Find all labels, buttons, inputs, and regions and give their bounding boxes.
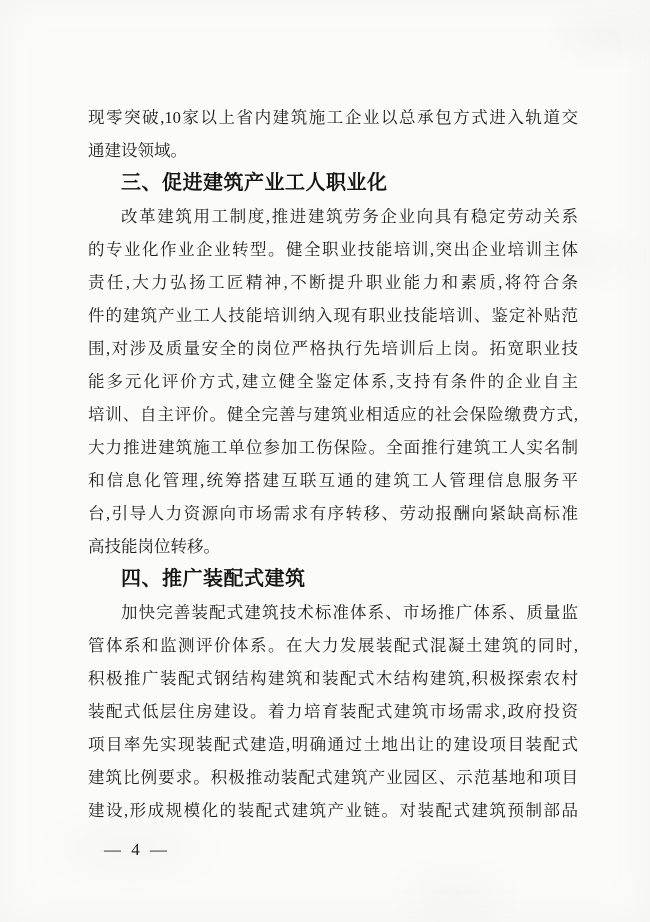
page-number-footer: — 4 — xyxy=(104,840,170,859)
text-line: 责任,大力弘扬工匠精神,不断提升职业能力和素质,将符合条 xyxy=(88,273,578,292)
text-line: 管体系和监测评价体系。在大力发展装配式混凝土建筑的同时, xyxy=(88,636,578,655)
text-line: 建筑比例要求。积极推动装配式建筑产业园区、示范基地和项目 xyxy=(88,768,578,787)
text-line: 的专业化作业企业转型。健全职业技能培训,突出企业培训主体 xyxy=(88,240,578,259)
text-line: 件的建筑产业工人技能培训纳入现有职业技能培训、鉴定补贴范 xyxy=(88,306,578,325)
paragraph-first-line: 改革建筑用工制度,推进建筑劳务企业向具有稳定劳动关系 xyxy=(121,207,578,226)
text-line: 大力推进建筑施工单位参加工伤保险。全面推行建筑工人实名制 xyxy=(88,438,578,457)
text-line: 台,引导人力资源向市场需求有序转移、劳动报酬向紧缺高标准 xyxy=(88,504,578,523)
text-line: 装配式低层住房建设。着力培育装配式建筑市场需求,政府投资 xyxy=(88,702,578,721)
section-heading-3: 三、促进建筑产业工人职业化 xyxy=(121,172,388,194)
text-line: 建设,形成规模化的装配式建筑产业链。对装配式建筑预制部品 xyxy=(88,801,578,820)
text-line: 围,对涉及质量安全的岗位严格执行先培训后上岗。拓宽职业技 xyxy=(88,339,578,358)
text-line: 能多元化评价方式,建立健全鉴定体系,支持有条件的企业自主 xyxy=(88,372,578,391)
text-line: 培训、自主评价。健全完善与建筑业相适应的社会保险缴费方式, xyxy=(88,405,578,424)
document-text-block xyxy=(88,101,578,827)
paragraph-first-line: 加快完善装配式建筑技术标准体系、市场推广体系、质量监 xyxy=(121,603,578,622)
text-line: 现零突破,10家以上省内建筑施工企业以总承包方式进入轨道交 xyxy=(88,108,578,127)
text-line: 高技能岗位转移。 xyxy=(88,537,220,556)
section-heading-4: 四、推广装配式建筑 xyxy=(121,568,306,590)
text-line: 项目率先实现装配式建造,明确通过土地出让的建设项目装配式 xyxy=(88,735,578,754)
text-line: 积极推广装配式钢结构建筑和装配式木结构建筑,积极探索农村 xyxy=(88,669,578,688)
text-line: 和信息化管理,统筹搭建互联互通的建筑工人管理信息服务平 xyxy=(88,471,578,490)
text-line: 通建设领域。 xyxy=(88,141,187,160)
